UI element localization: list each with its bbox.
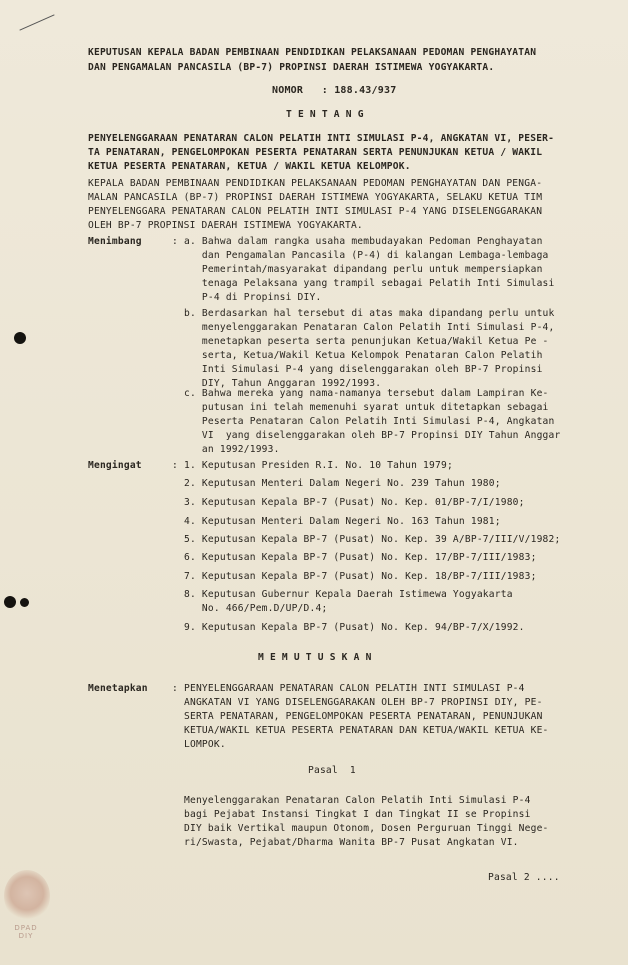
title-line-2: DAN PENGAMALAN PANCASILA (BP-7) PROPINSI DAERAH ISTIMEWA YOGYAKARTA. (88, 62, 495, 73)
archive-watermark-text: DPAD DIY (14, 924, 38, 940)
colon: : (172, 236, 178, 247)
mengingat-item-8: 8. Keputusan Gubernur Kepala Daerah Istimewa Yogyakarta (184, 589, 513, 600)
menimbang-c-2: putusan ini telah memenuhi syarat untuk ditetapkan sebagai (184, 402, 549, 413)
subject-line-2: TA PENATARAN, PENGELOMPOKAN PESERTA PENATARAN SERTA PENUNJUKAN KETUA / WAKIL (88, 147, 543, 158)
title-line-1: KEPUTUSAN KEPALA BADAN PEMBINAAN PENDIDIKAN PELAKSANAAN PEDOMAN PENGHAYATAN (88, 47, 537, 58)
menimbang-c-3: Peserta Penataran Calon Pelatih Inti Simulasi P-4, Angkatan (184, 416, 555, 427)
pasal-1-title: Pasal 1 (308, 765, 356, 776)
menimbang-a-3: Pemerintah/masyarakat dipandang perlu untuk mempersiapkan (184, 264, 543, 275)
punch-hole-bottom (4, 596, 16, 608)
mengingat-item-2: 2. Keputusan Menteri Dalam Negeri No. 239 Tahun 1980; (184, 478, 501, 489)
menimbang-b-5: Inti Simulasi P-4 yang diselenggarakan oleh BP-7 Propinsi (184, 364, 543, 375)
pasal-1-line-3: DIY baik Vertikal maupun Otonom, Dosen Perguruan Tinggi Nege- (184, 823, 549, 834)
menetapkan-line-3: SERTA PENATARAN, PENGELOMPOKAN PESERTA PENATARAN, PENUNJUKAN (184, 711, 543, 722)
mengingat-item-6: 6. Keputusan Kepala BP-7 (Pusat) No. Kep. 17/BP-7/III/1983; (184, 552, 537, 563)
mengingat-item-8b: No. 466/Pem.D/UP/D.4; (184, 603, 328, 614)
menimbang-b-6: DIY, Tahun Anggaran 1992/1993. (184, 378, 382, 389)
preamble-line-4: OLEH BP-7 PROPINSI DAERAH ISTIMEWA YOGYAKARTA. (88, 220, 363, 231)
mengingat-label: Mengingat (88, 460, 142, 471)
subject-line-3: KETUA PESERTA PENATARAN, KETUA / WAKIL KETUA KELOMPOK. (88, 161, 411, 172)
preamble-line-1: KEPALA BADAN PEMBINAAN PENDIDIKAN PELAKSANAAN PEDOMAN PENGHAYATAN DAN PENGA- (88, 178, 543, 189)
menetapkan-line-1: PENYELENGGARAAN PENATARAN CALON PELATIH INTI SIMULASI P-4 (184, 683, 525, 694)
menimbang-a-1: a. Bahwa dalam rangka usaha membudayakan Pedoman Penghayatan (184, 236, 543, 247)
pasal-1-line-1: Menyelenggarakan Penataran Calon Pelatih Inti Simulasi P-4 (184, 795, 531, 806)
mengingat-item-3: 3. Keputusan Kepala BP-7 (Pusat) No. Kep. 01/BP-7/I/1980; (184, 497, 525, 508)
pasal-1-line-2: bagi Pejabat Instansi Tingkat I dan Tingkat II se Propinsi (184, 809, 531, 820)
punch-hole-top (14, 332, 26, 344)
menetapkan-line-4: KETUA/WAKIL KETUA PESERTA PENATARAN DAN KETUA/WAKIL KETUA KE- (184, 725, 549, 736)
preamble-line-2: MALAN PANCASILA (BP-7) PROPINSI DAERAH ISTIMEWA YOGYAKARTA, SELAKU KETUA TIM (88, 192, 543, 203)
punch-hole-bottom-2 (20, 598, 29, 607)
colon: : (172, 460, 178, 471)
mengingat-item-7: 7. Keputusan Kepala BP-7 (Pusat) No. Kep. 18/BP-7/III/1983; (184, 571, 537, 582)
menimbang-b-2: menyelenggarakan Penataran Calon Pelatih Inti Simulasi P-4, (184, 322, 555, 333)
menimbang-a-4: tenaga Pelaksana yang trampil sebagai Pelatih Inti Simulasi (184, 278, 555, 289)
archive-seal-logo (4, 870, 50, 922)
menimbang-b-3: menetapkan peserta serta penunjukan Ketua/Wakil Ketua Pe - (184, 336, 549, 347)
menimbang-c-4: VI yang diselenggarakan oleh BP-7 Propinsi DIY Tahun Anggar (184, 430, 561, 441)
menimbang-b-1: b. Berdasarkan hal tersebut di atas maka dipandang perlu untuk (184, 308, 555, 319)
memutuskan-heading: M E M U T U S K A N (258, 652, 372, 663)
subject-line-1: PENYELENGGARAAN PENATARAN CALON PELATIH INTI SIMULASI P-4, ANGKATAN VI, PESER- (88, 133, 555, 144)
menimbang-c-5: an 1992/1993. (184, 444, 280, 455)
mengingat-item-4: 4. Keputusan Menteri Dalam Negeri No. 163 Tahun 1981; (184, 516, 501, 527)
menimbang-c-1: c. Bahwa mereka yang nama-namanya tersebut dalam Lampiran Ke- (184, 388, 549, 399)
menimbang-label: Menimbang (88, 236, 142, 247)
menimbang-a-5: P-4 di Propinsi DIY. (184, 292, 322, 303)
menimbang-a-2: dan Pengamalan Pancasila (P-4) di kalangan Lembaga-lembaga (184, 250, 549, 261)
mengingat-item-9: 9. Keputusan Kepala BP-7 (Pusat) No. Kep. 94/BP-7/X/1992. (184, 622, 525, 633)
menetapkan-label: Menetapkan (88, 683, 148, 694)
mengingat-item-1: 1. Keputusan Presiden R.I. No. 10 Tahun 1979; (184, 460, 453, 471)
pasal-1-line-4: ri/Swasta, Pejabat/Dharma Wanita BP-7 Pusat Angkatan VI. (184, 837, 519, 848)
colon: : (172, 683, 178, 694)
menetapkan-line-5: LOMPOK. (184, 739, 226, 750)
preamble-line-3: PENYELENGGARA PENATARAN CALON PELATIH INTI SIMULASI P-4 YANG DISELENGGARAKAN (88, 206, 543, 217)
menimbang-b-4: serta, Ketua/Wakil Ketua Kelompok Penataran Calon Pelatih (184, 350, 543, 361)
menetapkan-line-2: ANGKATAN VI YANG DISELENGGARAKAN OLEH BP-7 PROPINSI DIY, PE- (184, 697, 543, 708)
next-page-reference: Pasal 2 .... (488, 872, 560, 883)
document-number: NOMOR : 188.43/937 (272, 85, 397, 96)
pen-mark (19, 14, 54, 30)
tentang-heading: T E N T A N G (286, 109, 364, 120)
mengingat-item-5: 5. Keputusan Kepala BP-7 (Pusat) No. Kep. 39 A/BP-7/III/V/1982; (184, 534, 561, 545)
